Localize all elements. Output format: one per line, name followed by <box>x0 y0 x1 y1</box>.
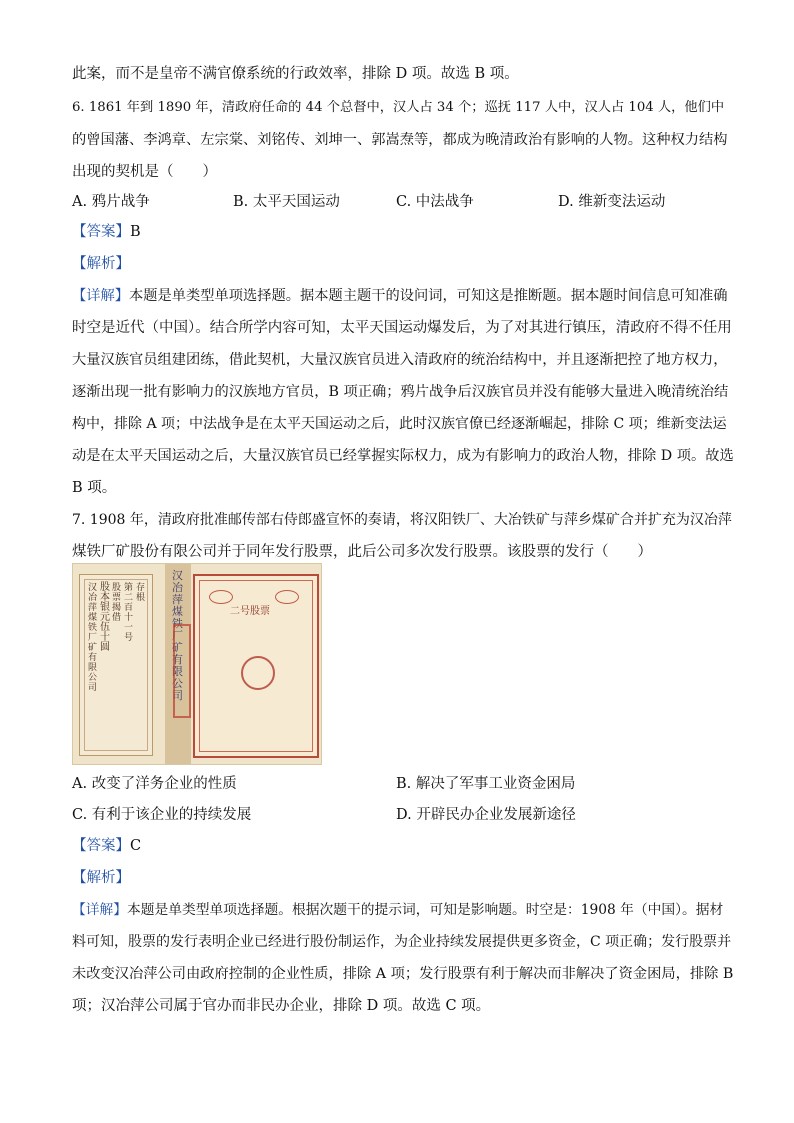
q6-option-b: B. 太平天国运动 <box>233 194 340 210</box>
answer-value: C <box>130 838 142 854</box>
text-line: 此案，而不是皇帝不满官僚系统的行政效率，排除 D 项。故选 B 项。 <box>72 66 519 82</box>
strip-text: 汉冶萍煤铁厂矿有限公司 <box>172 569 183 702</box>
certificate-body <box>193 574 319 758</box>
q7-analysis-tag: 【解析】 <box>72 870 130 886</box>
q6-answer <box>72 222 141 242</box>
q6-option-a: A. 鸦片战争 <box>72 194 150 210</box>
q7-option-d: D. 开辟民办企业发展新途径 <box>396 807 576 823</box>
detail-text: 本题是单类型单项选择题。据本题主题干的设问词，可知这是推断题。据本题时间信息可知准确 <box>129 288 728 304</box>
q6-detail-line-3: 大量汉族官员组建团练，借此契机，大量汉族官员进入清政府的统治结构中，并且逐渐把控了地方权力， <box>72 352 728 368</box>
stub-column: 汉冶萍煤铁厂矿有限公司 <box>88 583 98 693</box>
stub-column: 第二百十一号 <box>124 583 134 643</box>
question-6-line-1: 6. 1861 年到 1890 年，清政府任命的 44 个总督中，汉人占 34 个；巡抚 117 人中，汉人占 104 人，他们中 <box>72 100 725 115</box>
q6-detail-line-7: B 项。 <box>72 480 117 496</box>
question-7-line-1: 7. 1908 年，清政府批准邮传部右侍郎盛宣怀的奏请，将汉阳铁厂、大冶铁矿与萍乡煤矿合并扩充为汉冶萍 <box>72 512 732 528</box>
q6-option-d: D. 维新变法运动 <box>558 194 666 210</box>
q7-answer <box>72 836 141 856</box>
question-6-line-2: 的曾国藩、李鸿章、左宗棠、刘铭传、刘坤一、郭嵩焘等，都成为晚清政治有影响的人物。这种权力结构 <box>72 132 728 148</box>
q7-detail-line-3: 未改变汉冶萍公司由政府控制的企业性质，排除 A 项；发行股票有利于解决而非解决了资金困局，排除 B <box>72 966 734 982</box>
question-7-line-2: 煤铁厂矿股份有限公司并于同年发行股票，此后公司多次发行股票。该股票的发行（ ） <box>72 544 652 560</box>
q6-detail-line-5: 构中，排除 A 项；中法战争是在太平天国运动之后，此时汉族官僚已经逐渐崛起，排除 C 项；维新变法运 <box>72 416 727 432</box>
answer-tag: 【答案】 <box>72 224 130 240</box>
q6-option-c: C. 中法战争 <box>396 194 474 210</box>
q7-detail-line-1 <box>72 900 723 920</box>
question-6-line-3: 出现的契机是（ ） <box>72 164 217 180</box>
certificate-title: 二号股票 <box>230 606 270 617</box>
detail-tag: 【详解】 <box>72 902 128 918</box>
q7-option-c: C. 有利于该企业的持续发展 <box>72 807 252 823</box>
detail-text: 本题是单类型单项选择题。根据次题干的提示词，可知是影响题。时空是：1908 年（中国）。据材 <box>127 902 724 918</box>
stub-column: 存根 <box>136 583 146 603</box>
seal-icon <box>241 656 275 690</box>
q6-detail-line-1 <box>72 286 728 306</box>
stub-column: 股本银元伍十圆 <box>100 582 110 653</box>
answer-value: B <box>130 224 141 240</box>
detail-tag: 【详解】 <box>72 288 130 304</box>
q7-detail-line-4: 项；汉冶萍公司属于官办而非民办企业，排除 D 项。故选 C 项。 <box>72 998 491 1014</box>
q6-detail-line-4: 逐渐出现一批有影响力的汉族地方官员，B 项正确；鸦片战争后汉族官员并没有能够大量进入晚清统治结 <box>72 384 729 400</box>
stub-column: 股票揭借 <box>112 583 122 623</box>
q6-detail-line-2: 时空是近代（中国）。结合所学内容可知，太平天国运动爆发后，为了对其进行镇压，清政府不得不任用 <box>72 320 732 336</box>
q6-analysis-tag: 【解析】 <box>72 256 130 272</box>
q7-option-a: A. 改变了洋务企业的性质 <box>72 776 237 792</box>
certificate-stub <box>79 574 153 756</box>
q6-detail-line-6: 动是在太平天国运动之后，大量汉族官员已经掌握实际权力，成为有影响力的政治人物，排除 D 项。故选 <box>72 448 734 464</box>
answer-tag: 【答案】 <box>72 838 130 854</box>
q7-option-b: B. 解决了军事工业资金困局 <box>396 776 576 792</box>
q7-detail-line-2: 料可知，股票的发行表明企业已经进行股份制运作，为企业持续发展提供更多资金，C 项正确；发行股票并 <box>72 934 732 950</box>
stock-certificate-image <box>72 563 322 765</box>
red-stamp <box>173 624 191 718</box>
